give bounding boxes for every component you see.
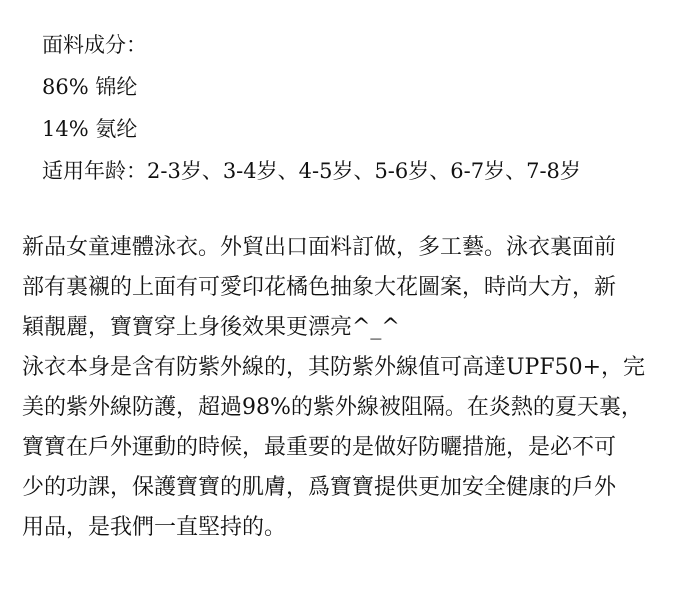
description-line: 少的功課，保護寶寶的肌膚，爲寶寶提供更加安全健康的戶外 — [22, 475, 617, 500]
suitable-ages: 适用年龄：2-3岁、3-4岁、4-5岁、5-6岁、6-7岁、7-8岁 — [42, 159, 581, 183]
product-description — [22, 228, 682, 548]
description-line: 寶寶在戶外運動的時候，最重要的是做好防曬措施，是必不可 — [22, 435, 617, 460]
fabric-specs — [42, 24, 682, 192]
description-line: 用品，是我們一直堅持的。 — [22, 515, 287, 540]
description-line: 穎靚麗，寶寶穿上身後效果更漂亮^_^ — [22, 315, 400, 340]
description-line: 部有裏襯的上面有可愛印花橘色抽象大花圖案，時尚大方，新 — [22, 275, 617, 300]
description-line: 新品女童連體泳衣。外貿出口面料訂做，多工藝。泳衣裏面前 — [22, 235, 617, 260]
description-line: 美的紫外線防護，超過98%的紫外線被阻隔。在炎熱的夏天裏， — [22, 395, 643, 420]
nylon-percentage: 86% 锦纶 — [42, 75, 138, 99]
spandex-percentage: 14% 氨纶 — [42, 117, 138, 141]
description-line: 泳衣本身是含有防紫外線的，其防紫外線值可高達UPF50+，完 — [22, 355, 646, 380]
fabric-composition-label: 面料成分： — [42, 33, 147, 57]
